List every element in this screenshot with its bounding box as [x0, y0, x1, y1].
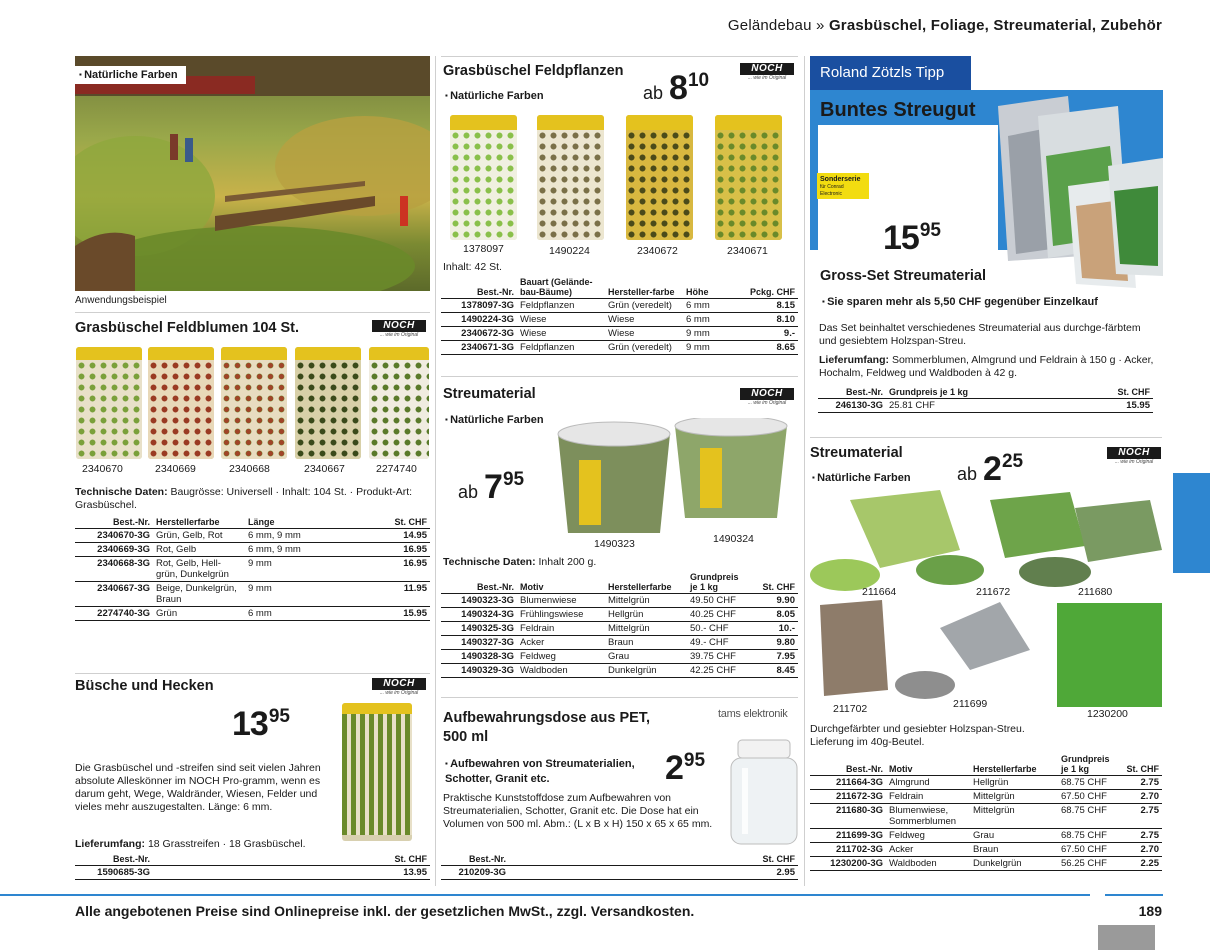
product-code: 1490224	[549, 245, 590, 257]
noch-logo: NOCH ... wie im Original	[740, 388, 794, 406]
badge: ▪ Natürliche Farben	[812, 472, 911, 484]
product-table: Best.-Nr. St. CHF 210209-3G 2.95	[441, 853, 798, 880]
footer-note: Alle angebotenen Preise sind Onlinepreise inkl. der gesetzlichen MwSt., zzgl. Versandkosten.	[75, 903, 695, 919]
price: ab 8 10	[643, 69, 710, 107]
table-row: 1378097-3G Feldpflanzen Grün (veredelt) 6 mm 8.15	[441, 299, 798, 313]
price: 13 95	[232, 705, 290, 743]
product-code: 1490324	[713, 533, 754, 545]
table-row: 1490329-3G Waldboden Dunkelgrün 42.25 CHF 8.45	[441, 664, 798, 678]
noch-logo: NOCH ... wie im Original	[1107, 447, 1161, 465]
product-table: Best.-Nr. Herstellerfarbe Länge St. CHF 2340670-3G Grün, Gelb, Rot 6 mm, 9 mm 14.95 2340669-3G Rot, Gelb 6 mm, 9 mm 16.95 2340668-3G Rot, Gelb, Hell-grün, Dunkelgrün 9 mm 16.95 2340667-3G Beige, Dunkelgrün, Braun 9 mm 11.95 2274740-3G Grün 6 mm 15.95	[75, 516, 430, 621]
table-row: 1590685-3G 13.95	[75, 866, 430, 880]
product-pack	[148, 347, 214, 459]
tams-logo: tams elektronik	[718, 708, 788, 720]
badge: ▪ Sie sparen mehr als 5,50 CHF gegenüber Einzelkauf	[822, 296, 1098, 308]
product-bags	[998, 96, 1163, 288]
description: Durchgefärbter und gesiebter Holzspan-Streu. Lieferung im 40g-Beutel.	[810, 723, 1025, 748]
table-row: 211664-3G Almgrund Hellgrün 68.75 CHF 2.75	[810, 776, 1162, 790]
product-code: 2340671	[727, 245, 768, 257]
scope: Lieferumfang: Sommerblumen, Almgrund und Feldrain à 150 g · Acker, Hochalm, Feldweg und Waldboden à 42 g.	[819, 354, 1154, 379]
description: Das Set beinhaltet verschiedenes Streumaterial aus durchge-färbtem und gesiebtem Holzspan-Streu.	[819, 322, 1141, 347]
section-title: Gross-Set Streumaterial	[820, 268, 987, 284]
product-code: 2274740	[376, 463, 417, 475]
product-bags	[810, 490, 1162, 710]
product-pack	[369, 347, 429, 459]
table-row: 211680-3G Blumenwiese, Sommerblumen Mittelgrün 68.75 CHF 2.75	[810, 804, 1162, 829]
product-table: Best.-Nr. Motiv Herstellerfarbe Grundpreis je 1 kg St. CHF 211664-3G Almgrund Hellgrün 68.75 CHF 2.75 211672-3G Feldrain Mittelgrün 67.50 CHF 2.70 211680-3G Blumenwiese, Sommerblumen Mittelgrün 68.75 CHF 2.75 211699-3G Feldweg Grau 68.75 CHF 2.75 211702-3G Acker Braun 67.50 CHF 2.70 1230200-3G Waldboden Dunkelgrün 56.25 CHF 2.25	[810, 753, 1162, 871]
product-pack	[715, 115, 782, 240]
table-row: 2340671-3G Feldpflanzen Grün (veredelt) 9 mm 8.65	[441, 341, 798, 355]
header-prefix: Geländebau	[727, 17, 812, 34]
table-row: 1490325-3G Feldrain Mittelgrün 50.- CHF 10.-	[441, 622, 798, 636]
table-row: 210209-3G 2.95	[441, 866, 798, 880]
section-header	[728, 17, 1162, 34]
table-row: 1490328-3G Feldweg Grau 39.75 CHF 7.95	[441, 650, 798, 664]
badge: ▪ Aufbewahren von Streumaterialien, Schotter, Granit etc.	[445, 756, 655, 787]
price: 2 95	[665, 749, 706, 787]
section-title: Büsche und Hecken	[75, 678, 214, 694]
product-code: 211672	[976, 586, 1011, 598]
product-code: 211699	[953, 698, 988, 710]
tech-data: Technische Daten: Inhalt 200 g.	[443, 556, 597, 568]
product-table: Best.-Nr. Bauart (Gelände-bau-Bäume) Hersteller-farbe Höhe Pckg. CHF 1378097-3G Feldpflanzen Grün (veredelt) 6 mm 8.15 1490224-3G Wiese Wiese 6 mm 8.10 2340672-3G Wiese Wiese 9 mm 9.- 2340671-3G Feldpflanzen Grün (veredelt) 9 mm 8.65	[441, 276, 798, 355]
noch-logo: NOCH ... wie im Original	[372, 320, 426, 338]
product-code: 211680	[1078, 586, 1113, 598]
table-row: 1230200-3G Waldboden Dunkelgrün 56.25 CHF 2.25	[810, 857, 1162, 871]
table-row: 2340668-3G Rot, Gelb, Hell-grün, Dunkelgrün 9 mm 16.95	[75, 557, 430, 582]
section-title: Grasbüschel Feldblumen 104 St.	[75, 320, 300, 336]
product-code: 2340668	[229, 463, 270, 475]
table-row: 2340670-3G Grün, Gelb, Rot 6 mm, 9 mm 14.95	[75, 529, 430, 543]
price: 15 95	[883, 219, 941, 257]
content-info: Inhalt: 42 St.	[443, 261, 502, 273]
column-divider	[435, 56, 436, 886]
price: ab 7 95	[458, 468, 525, 506]
table-row: 2340667-3G Beige, Dunkelgrün, Braun 9 mm 11.95	[75, 582, 430, 607]
product-pack	[450, 115, 517, 240]
section-title: Grasbüschel Feldpflanzen	[443, 63, 624, 79]
noch-logo: NOCH ... wie im Original	[740, 63, 794, 81]
product-code: 1378097	[463, 243, 504, 255]
footer-line	[0, 894, 1090, 896]
product-table: Best.-Nr. Motiv Herstellerfarbe Grundpreis je 1 kg St. CHF 1490323-3G Blumenwiese Mittelgrün 49.50 CHF 9.90 1490324-3G Frühlingswiese Hellgrün 40.25 CHF 8.05 1490325-3G Feldrain Mittelgrün 50.- CHF 10.- 1490327-3G Acker Braun 49.- CHF 9.80 1490328-3G Feldweg Grau 39.75 CHF 7.95 1490329-3G Waldboden Dunkelgrün 42.25 CHF 8.45	[441, 571, 798, 678]
table-row: 2274740-3G Grün 6 mm 15.95	[75, 607, 430, 621]
price: ab 2 25	[957, 450, 1024, 488]
badge: ▪ Natürliche Farben	[445, 414, 544, 426]
table-row: 246130-3G 25.81 CHF 15.95	[818, 399, 1153, 413]
badge: ▪ Natürliche Farben	[75, 66, 186, 84]
scope: Lieferumfang: 18 Grasstreifen · 18 Grasbüschel.	[75, 838, 306, 850]
table-row: 211672-3G Feldrain Mittelgrün 67.50 CHF 2.70	[810, 790, 1162, 804]
table-row: 1490323-3G Blumenwiese Mittelgrün 49.50 CHF 9.90	[441, 594, 798, 608]
product-code: 211664	[862, 586, 897, 598]
product-pack	[76, 347, 142, 459]
tipp-headline: Buntes Streugut	[820, 99, 976, 121]
product-table: Best.-Nr. St. CHF 1590685-3G 13.95	[75, 853, 430, 880]
hero-caption: Anwendungsbeispiel	[75, 295, 167, 306]
product-code: 1490323	[594, 538, 635, 550]
page-number: 189	[1138, 903, 1162, 919]
badge: ▪ Natürliche Farben	[445, 90, 544, 102]
product-code: 1230200	[1087, 708, 1128, 720]
product-pack	[295, 347, 361, 459]
tech-data: Technische Daten: Baugrösse: Universell · Inhalt: 104 St. · Produkt-Art: Grasbüschel.	[75, 486, 413, 511]
sticker: Sonderserie für Conrad Electronic	[817, 173, 869, 199]
table-row: 1490224-3G Wiese Wiese 6 mm 8.10	[441, 313, 798, 327]
product-pack	[537, 115, 604, 240]
product-pack	[626, 115, 693, 240]
header-sep: »	[811, 17, 829, 34]
product-code: 211702	[833, 703, 868, 715]
table-row: 211699-3G Feldweg Grau 68.75 CHF 2.75	[810, 829, 1162, 843]
product-code: 2340667	[304, 463, 345, 475]
table-row: 2340672-3G Wiese Wiese 9 mm 9.-	[441, 327, 798, 341]
table-row: 1490327-3G Acker Braun 49.- CHF 9.80	[441, 636, 798, 650]
page-marker	[1098, 925, 1155, 950]
table-row: 1490324-3G Frühlingswiese Hellgrün 40.25 CHF 8.05	[441, 608, 798, 622]
section-title: Streumaterial	[443, 386, 536, 402]
noch-logo: NOCH ... wie im Original	[372, 678, 426, 696]
product-pack	[221, 347, 287, 459]
section-title: Streumaterial	[810, 445, 903, 461]
pet-container	[728, 738, 800, 848]
column-divider	[804, 56, 805, 886]
product-code: 2340670	[82, 463, 123, 475]
header-title: Grasbüschel, Foliage, Streumaterial, Zubehör	[828, 17, 1162, 34]
table-row: 211702-3G Acker Braun 67.50 CHF 2.70	[810, 843, 1162, 857]
product-code: 2340669	[155, 463, 196, 475]
hero-image	[75, 56, 430, 291]
section-title: Aufbewahrungsdose aus PET, 500 ml	[443, 710, 651, 745]
product-code: 2340672	[637, 245, 678, 257]
tipp-tab: Roland Zötzls Tipp	[810, 56, 971, 90]
description: Praktische Kunststoffdose zum Aufbewahren von Streumaterialien, Schotter, Granit etc. Die Dose hat ein Volumen von 500 ml. Abm.: (L x B x H) 150 x 65 x 65 mm.	[443, 792, 713, 830]
product-tubs	[555, 418, 790, 538]
footer-line	[1105, 894, 1163, 896]
chapter-tab[interactable]	[1173, 473, 1210, 573]
product-pack	[342, 703, 412, 841]
table-row: 2340669-3G Rot, Gelb 6 mm, 9 mm 16.95	[75, 543, 430, 557]
description: Die Grasbüschel und -streifen sind seit vielen Jahren absolute Alleskönner im NOCH Pro-gramm, wenn es darum geht, Wege, Waldränder, Wiesen, Felder und vieles mehr auszugestalten. Länge: 6 mm.	[75, 762, 321, 813]
product-table: Best.-Nr. Grundpreis je 1 kg St. CHF 246130-3G 25.81 CHF 15.95	[818, 386, 1153, 413]
